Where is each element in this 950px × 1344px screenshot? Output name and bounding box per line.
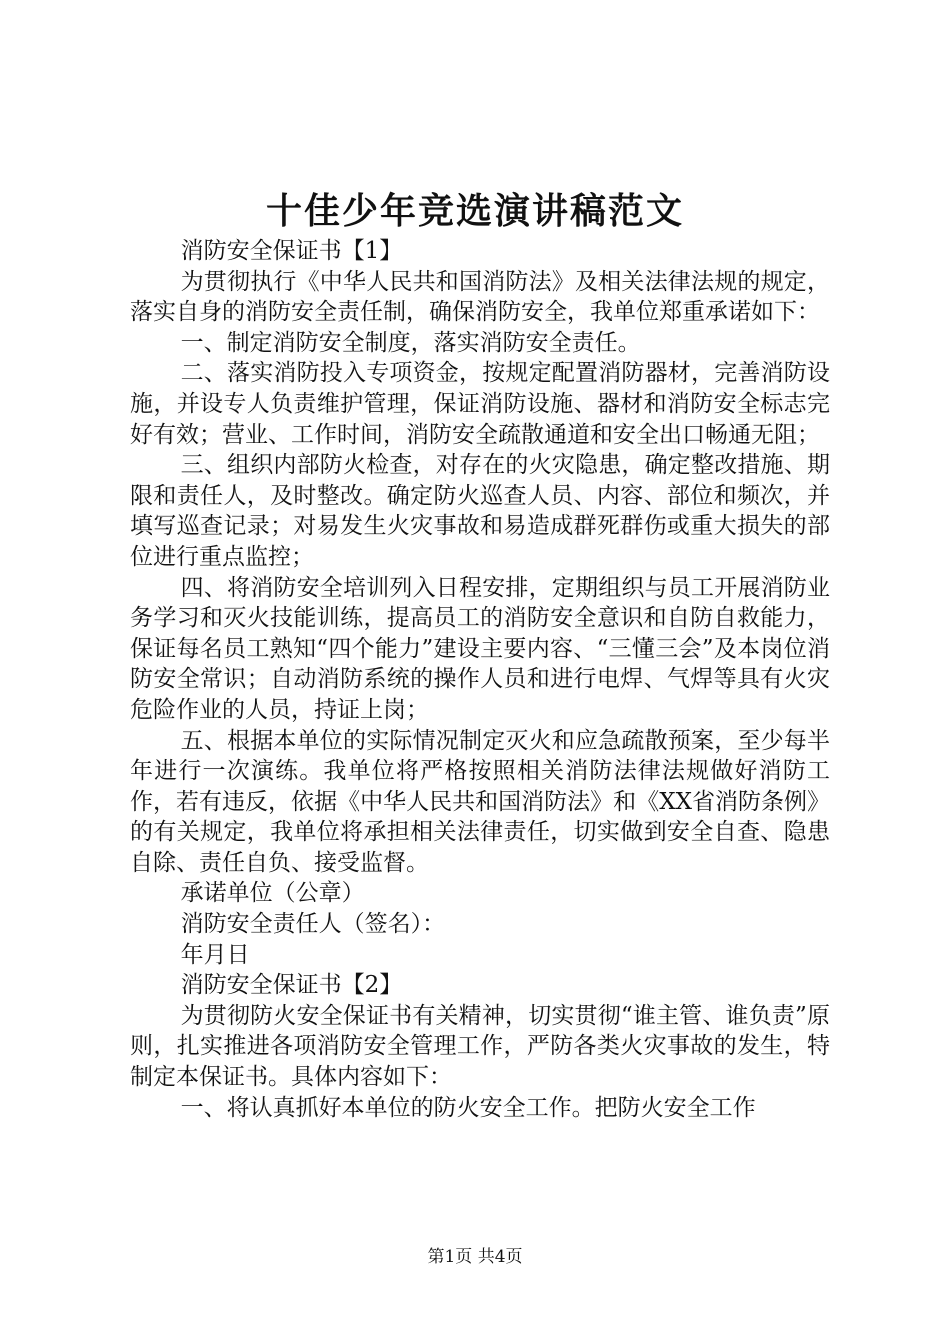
paragraph: 为贯彻防火安全保证书有关精神，切实贯彻“谁主管、谁负责”原则，扎实推进各项消防安全管理工作，严防各类火灾事故的发生，特制定本保证书。具体内容如下： [130,1002,830,1091]
paragraph: 四、将消防安全培训列入日程安排，定期组织与员工开展消防业务学习和灭火技能训练，提高员工的消防安全意识和自防自救能力，保证每名员工熟知“四个能力”建设主要内容、“三懂三会”及本岗位消防安全常识；自动消防系统的操作人员和进行电焊、气焊等具有火灾危险作业的人员，持证上岗； [130,574,830,723]
paragraph: 二、落实消防投入专项资金，按规定配置消防器材，完善消防设施，并设专人负责维护管理，保证消防设施、器材和消防安全标志完好有效；营业、工作时间，消防安全疏散通道和安全出口畅通无阻； [130,360,830,448]
signature-line: 承诺单位（公章） [180,880,365,907]
paragraph: 五、根据本单位的实际情况制定灭火和应急疏散预案，至少每半年进行一次演练。我单位将严格按照相关消防法律法规做好消防工作，若有违反，依据《中华人民共和国消防法》和《XX省消防条例》的有关规定，我单位将承担相关法律责任，切实做到安全自查、隐患自除、责任自负、接受监督。 [130,727,830,876]
paragraph: 一、将认真抓好本单位的防火安全工作。把防火安全工作 [180,1094,756,1121]
signature-line: 消防安全责任人（签名）： [180,911,446,938]
section-heading: 消防安全保证书【1】 [180,238,403,264]
date-line: 年月日 [180,941,250,968]
page-footer: 第1页 共4页 [427,1247,523,1267]
paragraph: 一、制定消防安全制度，落实消防安全责任。 [180,329,641,356]
paragraph: 三、组织内部防火检查，对存在的火灾隐患，确定整改措施、期限和责任人，及时整改。确定防火巡查人员、内容、部位和频次，并填写巡查记录；对易发生火灾事故和易造成群死群伤或重大损失的部位进行重点监控； [130,452,830,570]
section-heading: 消防安全保证书【2】 [180,972,403,999]
paragraph: 为贯彻执行《中华人民共和国消防法》及相关法律法规的规定，落实自身的消防安全责任制，确保消防安全，我单位郑重承诺如下： [130,268,830,326]
document-title: 十佳少年竞选演讲稿范文 [265,190,684,232]
document-body [130,236,830,1123]
